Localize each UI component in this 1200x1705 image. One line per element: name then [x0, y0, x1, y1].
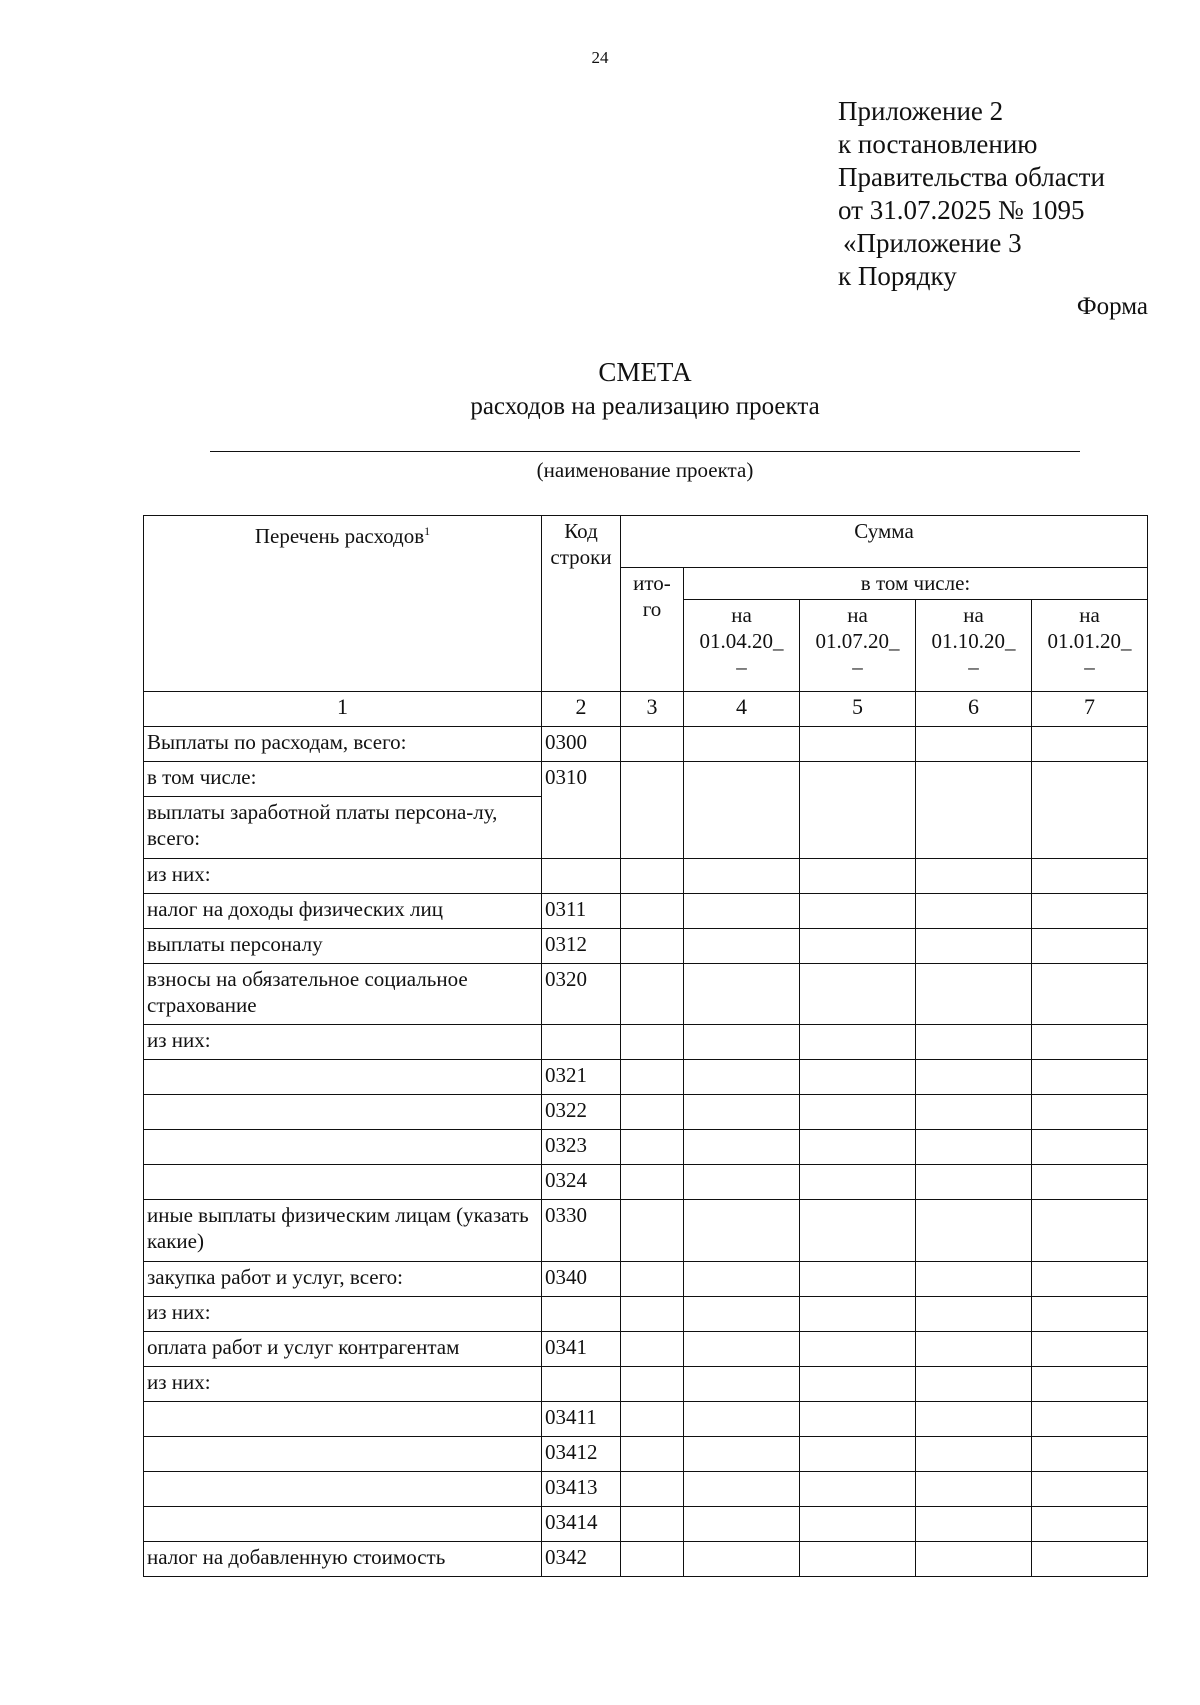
- value-cell[interactable]: [800, 1025, 916, 1060]
- row-label: [144, 1437, 542, 1472]
- appendix-line: к постановлению: [838, 129, 1038, 159]
- row-code: 0340: [542, 1262, 621, 1297]
- value-cell[interactable]: [621, 929, 684, 964]
- project-name-line: [210, 451, 1080, 452]
- value-cell[interactable]: [1032, 762, 1148, 859]
- row-label: выплаты персоналу: [144, 929, 542, 964]
- row-label: в том числе:: [144, 762, 542, 797]
- budget-table: [143, 515, 1148, 1577]
- value-cell[interactable]: [1032, 1200, 1148, 1262]
- value-cell[interactable]: [1032, 1367, 1148, 1402]
- row-code: 0310: [542, 762, 621, 859]
- table-row: [144, 1332, 1148, 1367]
- row-label: [144, 1130, 542, 1165]
- row-code: 0320: [542, 964, 621, 1025]
- value-cell[interactable]: [1032, 1060, 1148, 1095]
- row-code: 0322: [542, 1095, 621, 1130]
- row-code: [542, 1367, 621, 1402]
- header-total: ито-го: [621, 568, 684, 692]
- value-cell[interactable]: [621, 1542, 684, 1577]
- value-cell[interactable]: [916, 1165, 1032, 1200]
- row-label: из них:: [144, 1025, 542, 1060]
- row-code: 03412: [542, 1437, 621, 1472]
- row-code: [542, 859, 621, 894]
- value-cell[interactable]: [800, 1165, 916, 1200]
- document-title: СМЕТА: [598, 357, 692, 387]
- value-cell[interactable]: [800, 1130, 916, 1165]
- table-row: [144, 859, 1148, 894]
- row-label: из них:: [144, 1367, 542, 1402]
- project-name-caption: (наименование проекта): [536, 458, 754, 482]
- row-code: 0342: [542, 1542, 621, 1577]
- value-cell[interactable]: [621, 1472, 684, 1507]
- row-code: 0311: [542, 894, 621, 929]
- value-cell[interactable]: [684, 1130, 800, 1165]
- value-cell[interactable]: [1032, 1542, 1148, 1577]
- row-label: выплаты заработной платы персона-лу, всего:: [144, 797, 542, 859]
- table-row: [144, 1262, 1148, 1297]
- table-row: [144, 1130, 1148, 1165]
- table-row: [144, 1165, 1148, 1200]
- value-cell[interactable]: [621, 762, 684, 859]
- value-cell[interactable]: [800, 1542, 916, 1577]
- value-cell[interactable]: [916, 1262, 1032, 1297]
- value-cell[interactable]: [621, 1200, 684, 1262]
- value-cell[interactable]: [1032, 1332, 1148, 1367]
- value-cell[interactable]: [1032, 1095, 1148, 1130]
- value-cell[interactable]: [916, 859, 1032, 894]
- value-cell[interactable]: [800, 1297, 916, 1332]
- value-cell[interactable]: [1032, 1437, 1148, 1472]
- value-cell[interactable]: [800, 929, 916, 964]
- value-cell[interactable]: [800, 1060, 916, 1095]
- value-cell[interactable]: [684, 964, 800, 1025]
- column-number-7: 7: [1032, 692, 1148, 727]
- header-code: Код строки: [542, 516, 621, 692]
- value-cell[interactable]: [684, 1165, 800, 1200]
- value-cell[interactable]: [684, 762, 800, 859]
- value-cell[interactable]: [684, 1332, 800, 1367]
- value-cell[interactable]: [1032, 859, 1148, 894]
- table-row: [144, 762, 1148, 797]
- value-cell[interactable]: [800, 1367, 916, 1402]
- value-cell[interactable]: [916, 1095, 1032, 1130]
- row-code: [542, 1025, 621, 1060]
- value-cell[interactable]: [621, 1507, 684, 1542]
- value-cell[interactable]: [916, 1472, 1032, 1507]
- column-number-3: 3: [621, 692, 684, 727]
- value-cell[interactable]: [621, 964, 684, 1025]
- row-label: Выплаты по расходам, всего:: [144, 727, 542, 762]
- table-row: [144, 1472, 1148, 1507]
- header-date-4: на 01.01.20_ _: [1032, 600, 1148, 692]
- column-number-4: 4: [684, 692, 800, 727]
- value-cell[interactable]: [621, 1025, 684, 1060]
- table-row: [144, 1200, 1148, 1262]
- row-code: 03414: [542, 1507, 621, 1542]
- value-cell[interactable]: [916, 1025, 1032, 1060]
- value-cell[interactable]: [621, 1262, 684, 1297]
- row-label: [144, 1472, 542, 1507]
- value-cell[interactable]: [916, 1402, 1032, 1437]
- row-label: взносы на обязательное социальное страхование: [144, 964, 542, 1025]
- value-cell[interactable]: [1032, 727, 1148, 762]
- value-cell[interactable]: [1032, 1262, 1148, 1297]
- table-row: [144, 1542, 1148, 1577]
- value-cell[interactable]: [1032, 1472, 1148, 1507]
- value-cell[interactable]: [1032, 1025, 1148, 1060]
- page-number: 24: [591, 48, 609, 67]
- row-code: 0312: [542, 929, 621, 964]
- value-cell[interactable]: [621, 894, 684, 929]
- value-cell[interactable]: [800, 1437, 916, 1472]
- row-label: [144, 1095, 542, 1130]
- value-cell[interactable]: [621, 1402, 684, 1437]
- value-cell[interactable]: [800, 1472, 916, 1507]
- table-row: [144, 1025, 1148, 1060]
- value-cell[interactable]: [684, 929, 800, 964]
- value-cell[interactable]: [684, 1297, 800, 1332]
- value-cell[interactable]: [621, 1332, 684, 1367]
- value-cell[interactable]: [916, 1332, 1032, 1367]
- value-cell[interactable]: [1032, 1297, 1148, 1332]
- appendix-line: Приложение 2: [838, 96, 1004, 126]
- row-label: из них:: [144, 859, 542, 894]
- value-cell[interactable]: [916, 1200, 1032, 1262]
- value-cell[interactable]: [684, 1507, 800, 1542]
- value-cell[interactable]: [684, 1262, 800, 1297]
- row-label: налог на добавленную стоимость: [144, 1542, 542, 1577]
- value-cell[interactable]: [684, 1025, 800, 1060]
- document-subtitle: расходов на реализацию проекта: [470, 393, 820, 420]
- value-cell[interactable]: [1032, 964, 1148, 1025]
- value-cell[interactable]: [916, 964, 1032, 1025]
- value-cell[interactable]: [800, 964, 916, 1025]
- row-code: 0341: [542, 1332, 621, 1367]
- table-row: [144, 1507, 1148, 1542]
- table-row: [144, 1297, 1148, 1332]
- row-label: оплата работ и услуг контрагентам: [144, 1332, 542, 1367]
- header-expenses: Перечень расходов$^1$: [144, 516, 542, 692]
- value-cell[interactable]: [684, 1472, 800, 1507]
- row-label: [144, 1165, 542, 1200]
- row-code: 0323: [542, 1130, 621, 1165]
- value-cell[interactable]: [1032, 929, 1148, 964]
- form-label: Форма: [1076, 293, 1148, 320]
- table-row: [144, 1437, 1148, 1472]
- value-cell[interactable]: [621, 859, 684, 894]
- table-row: [144, 1367, 1148, 1402]
- value-cell[interactable]: [1032, 1507, 1148, 1542]
- value-cell[interactable]: [684, 894, 800, 929]
- value-cell[interactable]: [916, 1060, 1032, 1095]
- value-cell[interactable]: [916, 894, 1032, 929]
- table-row: [144, 929, 1148, 964]
- value-cell[interactable]: [621, 1297, 684, 1332]
- value-cell[interactable]: [800, 762, 916, 859]
- value-cell[interactable]: [916, 1367, 1032, 1402]
- table-row: [144, 964, 1148, 1025]
- value-cell[interactable]: [800, 894, 916, 929]
- value-cell[interactable]: [684, 859, 800, 894]
- value-cell[interactable]: [916, 1437, 1032, 1472]
- row-code: 0321: [542, 1060, 621, 1095]
- header-date-2: на 01.07.20_ _: [800, 600, 916, 692]
- value-cell[interactable]: [1032, 1165, 1148, 1200]
- row-code: 0330: [542, 1200, 621, 1262]
- value-cell[interactable]: [684, 1437, 800, 1472]
- column-number-5: 5: [800, 692, 916, 727]
- column-number-6: 6: [916, 692, 1032, 727]
- value-cell[interactable]: [800, 727, 916, 762]
- table-row: [144, 1402, 1148, 1437]
- value-cell[interactable]: [621, 727, 684, 762]
- value-cell[interactable]: [621, 1367, 684, 1402]
- row-label: закупка работ и услуг, всего:: [144, 1262, 542, 1297]
- value-cell[interactable]: [684, 1367, 800, 1402]
- value-cell[interactable]: [800, 1262, 916, 1297]
- row-label: [144, 1060, 542, 1095]
- value-cell[interactable]: [800, 859, 916, 894]
- appendix-line: от 31.07.2025 № 1095: [838, 195, 1085, 225]
- value-cell[interactable]: [684, 727, 800, 762]
- value-cell[interactable]: [800, 1332, 916, 1367]
- value-cell[interactable]: [916, 929, 1032, 964]
- appendix-block: [838, 95, 1105, 293]
- value-cell[interactable]: [916, 1130, 1032, 1165]
- value-cell[interactable]: [916, 1507, 1032, 1542]
- value-cell[interactable]: [684, 1402, 800, 1437]
- table-row: [144, 894, 1148, 929]
- value-cell[interactable]: [800, 1402, 916, 1437]
- value-cell[interactable]: [621, 1060, 684, 1095]
- value-cell[interactable]: [621, 1437, 684, 1472]
- row-code: [542, 1297, 621, 1332]
- table-row: [144, 727, 1148, 762]
- header-date-1: на 01.04.20_ _: [684, 600, 800, 692]
- appendix-line: к Порядку: [838, 261, 957, 291]
- header-date-3: на 01.10.20_ _: [916, 600, 1032, 692]
- value-cell[interactable]: [1032, 1402, 1148, 1437]
- value-cell[interactable]: [916, 1297, 1032, 1332]
- row-code: 03411: [542, 1402, 621, 1437]
- row-label: налог на доходы физических лиц: [144, 894, 542, 929]
- table-row: [144, 1095, 1148, 1130]
- row-code: 0324: [542, 1165, 621, 1200]
- value-cell[interactable]: [800, 1507, 916, 1542]
- appendix-line: Правительства области: [838, 162, 1105, 192]
- value-cell[interactable]: [1032, 1130, 1148, 1165]
- appendix-line: «Приложение 3: [843, 228, 1022, 258]
- value-cell[interactable]: [621, 1095, 684, 1130]
- value-cell[interactable]: [684, 1542, 800, 1577]
- value-cell[interactable]: [916, 1542, 1032, 1577]
- value-cell[interactable]: [1032, 894, 1148, 929]
- header-including: в том числе:: [684, 568, 1148, 600]
- value-cell[interactable]: [916, 762, 1032, 859]
- value-cell[interactable]: [916, 727, 1032, 762]
- value-cell[interactable]: [800, 1095, 916, 1130]
- value-cell[interactable]: [684, 1200, 800, 1262]
- row-code: 03413: [542, 1472, 621, 1507]
- header-sum: Сумма: [621, 516, 1148, 568]
- value-cell[interactable]: [800, 1200, 916, 1262]
- row-code: 0300: [542, 727, 621, 762]
- row-label: из них:: [144, 1297, 542, 1332]
- column-number-2: 2: [542, 692, 621, 727]
- column-number-1: 1: [144, 692, 542, 727]
- value-cell[interactable]: [621, 1130, 684, 1165]
- value-cell[interactable]: [684, 1095, 800, 1130]
- row-label: [144, 1402, 542, 1437]
- value-cell[interactable]: [621, 1165, 684, 1200]
- value-cell[interactable]: [684, 1060, 800, 1095]
- row-label: иные выплаты физическим лицам (указать какие): [144, 1200, 542, 1262]
- row-label: [144, 1507, 542, 1542]
- table-row: [144, 1060, 1148, 1095]
